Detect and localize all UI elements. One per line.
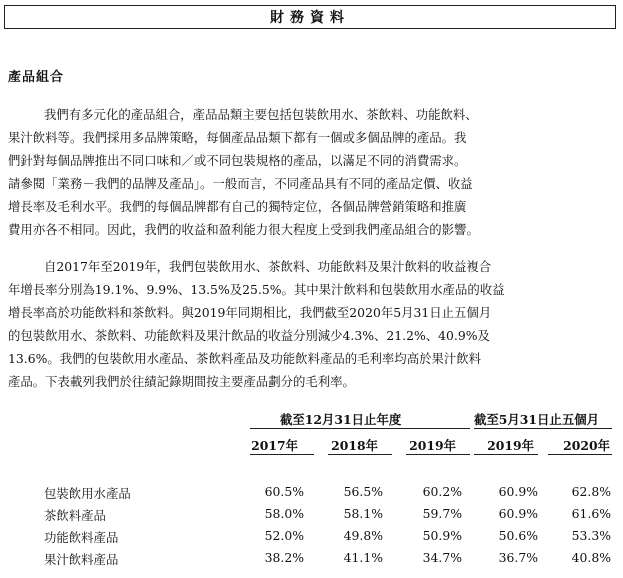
paragraph-line: 果汁飲料等。我們採用多品牌策略，每個產品品類下都有一個或多個品牌的產品。我 <box>8 130 467 145</box>
table-cell: 36.7% <box>498 550 538 565</box>
table-cell: 41.1% <box>343 550 383 565</box>
table-cell: 52.0% <box>264 528 304 543</box>
table-cell: 50.6% <box>498 528 538 543</box>
paragraph-line: 我們有多元化的產品組合，產品品類主要包括包裝飲用水、茶飲料、功能飲料、 <box>44 107 478 122</box>
table-cell: 59.7% <box>422 506 462 521</box>
paragraph-line: 費用亦各不相同。因此，我們的收益和盈利能力很大程度上受到我們產品組合的影響。 <box>8 222 479 237</box>
table-cell: 38.2% <box>264 550 304 565</box>
page-title: 財務資料 <box>270 10 350 26</box>
table-cell: 50.9% <box>422 528 462 543</box>
paragraph-line: 增長率高於功能飲料和茶飲料。與2019年同期相比，我們截至2020年5月31日止五個月 <box>8 305 492 320</box>
paragraph-line: 的包裝飲用水、茶飲料、功能飲料及果汁飲品的收益分別減少4.3%、21.2%、40.9%及 <box>8 328 490 343</box>
table-cell: 60.2% <box>422 484 462 499</box>
table-cell: 34.7% <box>422 550 462 565</box>
table-year-header: 2020年 <box>563 438 610 453</box>
table-year-header: 2017年 <box>251 438 298 453</box>
group-header-rule <box>474 428 612 429</box>
table-cell: 58.0% <box>264 506 304 521</box>
table-year-header: 2019年 <box>487 438 534 453</box>
table-cell: 60.5% <box>264 484 304 499</box>
table-cell: 61.6% <box>571 506 611 521</box>
table-cell: 60.9% <box>498 484 538 499</box>
paragraph-line: 增長率及毛利水平。我們的每個品牌都有自己的獨特定位，各個品牌營銷策略和推廣 <box>8 199 467 214</box>
section-heading: 產品組合 <box>8 70 65 85</box>
year-header-rule <box>474 454 538 455</box>
table-cell: 58.1% <box>343 506 383 521</box>
table-cell: 53.3% <box>571 528 611 543</box>
table-group-header-five-months: 截至5月31日止五個月 <box>474 412 599 427</box>
table-year-header: 2018年 <box>331 438 378 453</box>
year-header-rule <box>548 454 612 455</box>
table-group-header-year: 截至12月31日止年度 <box>280 412 402 427</box>
paragraph-product-portfolio <box>8 103 610 241</box>
table-cell: 40.8% <box>571 550 611 565</box>
paragraph-growth-rates <box>8 255 610 393</box>
paragraph-line: 們針對每個品牌推出不同口味和／或不同包裝規格的產品，以滿足不同的消費需求。 <box>8 153 467 168</box>
table-cell: 56.5% <box>343 484 383 499</box>
paragraph-line: 年增長率分別為19.1%、9.9%、13.5%及25.5%。其中果汁飲料和包裝飲用水產品的收益 <box>8 282 505 297</box>
table-row-label: 功能飲料產品 <box>44 530 119 545</box>
table-row-label: 果汁飲料產品 <box>44 552 119 567</box>
table-cell: 49.8% <box>343 528 383 543</box>
year-header-rule <box>406 454 470 455</box>
table-cell: 60.9% <box>498 506 538 521</box>
year-header-rule <box>328 454 392 455</box>
table-row-label: 包裝飲用水產品 <box>44 486 131 501</box>
table-year-header: 2019年 <box>409 438 456 453</box>
table-cell: 62.8% <box>571 484 611 499</box>
table-row-label: 茶飲料產品 <box>44 508 106 523</box>
year-header-rule <box>250 454 314 455</box>
group-header-rule <box>250 428 470 429</box>
paragraph-line: 請參閱「業務－我們的品牌及產品」。一般而言，不同產品具有不同的產品定價、收益 <box>8 176 473 191</box>
paragraph-line: 產品。下表載列我們於往績記錄期間按主要產品劃分的毛利率。 <box>8 374 355 389</box>
paragraph-line: 自2017年至2019年，我們包裝飲用水、茶飲料、功能飲料及果汁飲料的收益複合 <box>44 259 492 274</box>
paragraph-line: 13.6%。我們的包裝飲用水產品、茶飲料產品及功能飲料產品的毛利率均高於果汁飲料 <box>8 351 482 366</box>
header-box <box>4 5 616 29</box>
